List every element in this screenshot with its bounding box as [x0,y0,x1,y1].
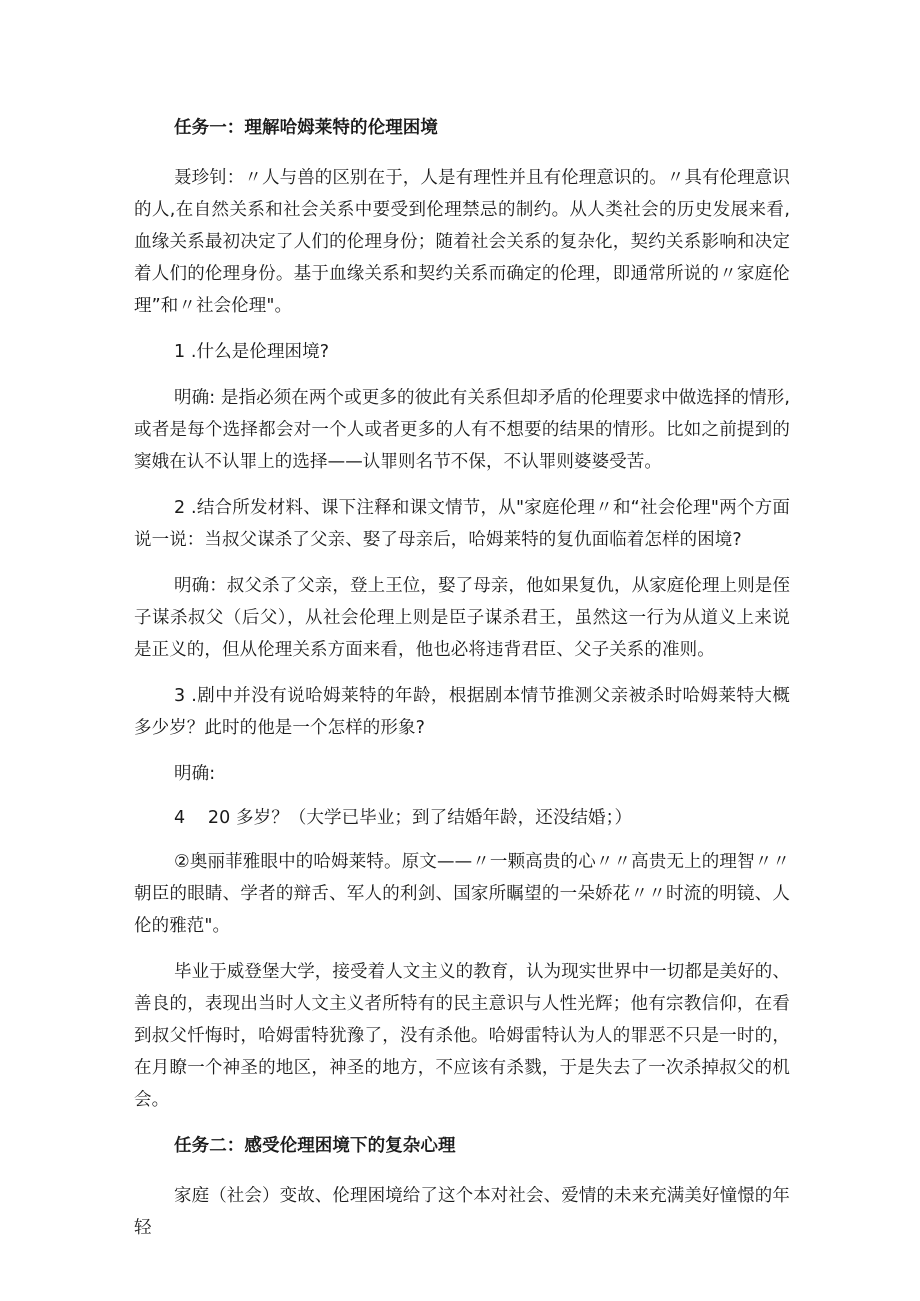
task2-heading: 任务二：感受伦理困境下的复杂心理 [174,1136,456,1156]
task2-paragraph: 家庭（社会）变故、伦理困境给了这个本对社会、爱情的未来充满美好憧憬的年轻 [134,1186,790,1238]
answer-1: 明确: 是指必须在两个或更多的彼此有关系但却矛盾的伦理要求中做选择的情形,或者是每个选择都会对一个人或者更多的人有不想要的结果的情形。比如之前提到的窦娥在认不认罪上的选择——认罪则名节不保，不认罪则婆婆受苦。 [134,388,790,472]
document-body [134,112,790,1258]
question-3: 3 .剧中并没有说哈姆莱特的年龄，根据剧本情节推测父亲被杀时哈姆莱特大概多少岁？此时的他是一个怎样的形象? [134,686,790,738]
question-1: 1 .什么是伦理困境? [174,342,330,362]
task1-heading: 任务一：理解哈姆莱特的伦理困境 [174,118,438,138]
question-2: 2 .结合所发材料、课下注释和课文情节，从"家庭伦理〃和“社会伦理"两个方面说一说：当叔父谋杀了父亲、娶了母亲后，哈姆莱特的复仇面临着怎样的困境? [134,498,790,550]
answer-3-label: 明确: [174,764,216,784]
answer-3-item-1: 4 20 多岁？（大学已毕业；到了结婚年龄，还没结婚；） [174,808,633,828]
answer-2: 明确：叔父杀了父亲，登上王位，娶了母亲，他如果复仇，从家庭伦理上则是侄子谋杀叔父（后父），从社会伦理上则是臣子谋杀君王，虽然这一行为从道义上来说是正义的，但从伦理关系方面来看，他也必将违背君臣、父子关系的准则。 [134,576,790,660]
answer-3-paragraph: 毕业于威登堡大学，接受着人文主义的教育，认为现实世界中一切都是美好的、善良的，表现出当时人文主义者所特有的民主意识与人性光辉；他有宗教信仰，在看到叔父忏悔时，哈姆雷特犹豫了，没有杀他。哈姆雷特认为人的罪恶不只是一时的，在月瞭一个神圣的地区，神圣的地方，不应该有杀戮，于是失去了一次杀掉叔父的机会。 [134,962,790,1110]
answer-3-item-2: ②奥丽菲雅眼中的哈姆莱特。原文——〃一颗高贵的心〃〃高贵无上的理智〃〃朝臣的眼睛、学者的辩舌、军人的利剑、国家所瞩望的一朵娇花〃〃时流的明镜、人伦的雅范"。 [134,852,790,936]
paragraph-nie-zhenzhao: 聂珍钊：〃人与兽的区别在于，人是有理性并且有伦理意识的。〃具有伦理意识的人,在自然关系和社会关系中要受到伦理禁忌的制约。从人类社会的历史发展来看,血缘关系最初决定了人们的伦理身份；随着社会关系的复杂化，契约关系影响和决定着人们的伦理身份。基于血缘关系和契约关系而确定的伦理，即通常所说的〃家庭伦理”和〃社会伦理"。 [134,168,790,316]
